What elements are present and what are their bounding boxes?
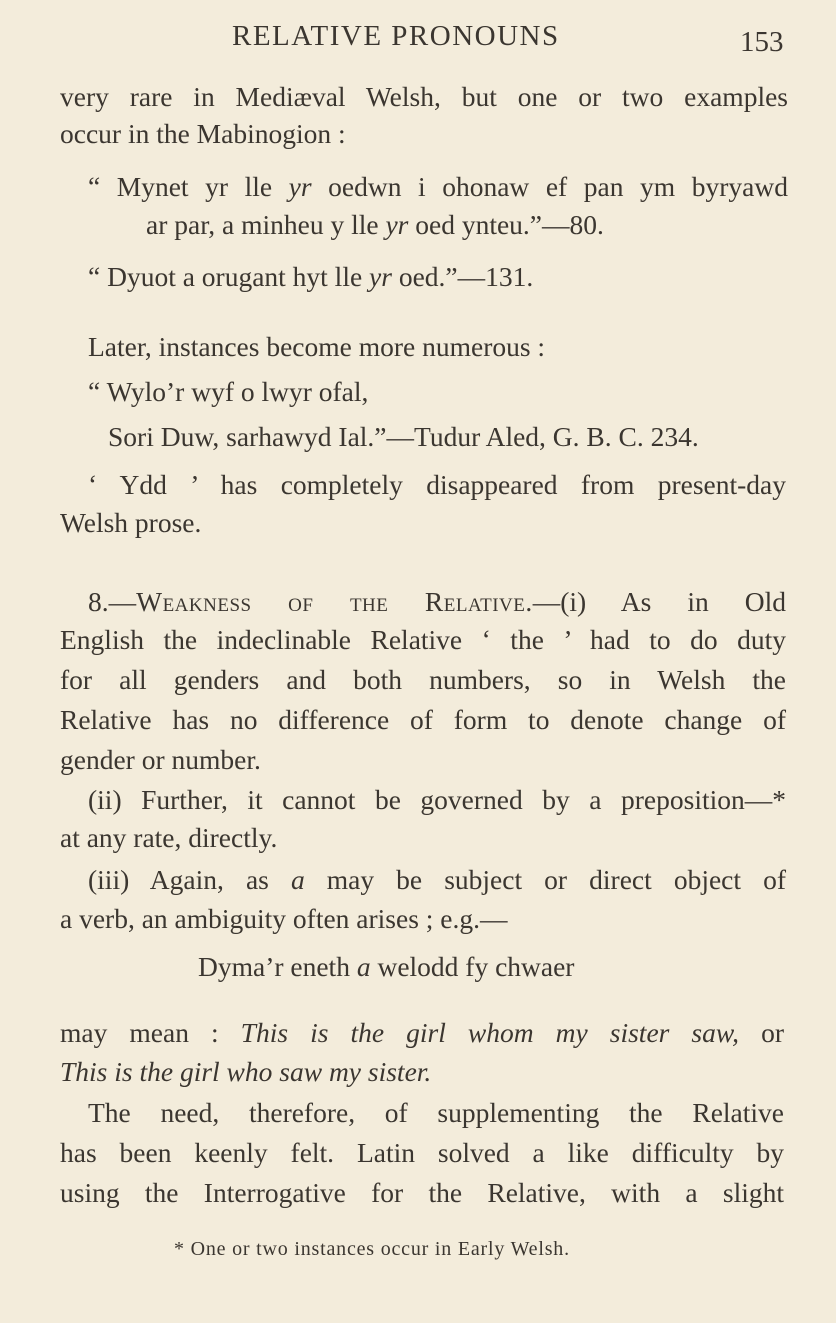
- verse-line: “ Wylo’r wyf o lwyr ofal,: [88, 376, 369, 407]
- running-title: RELATIVE PRONOUNS: [232, 20, 560, 52]
- page-header: [0, 18, 836, 58]
- text-line: may mean : This is the girl whom my sister saw, or: [60, 1017, 784, 1048]
- text-line: This is the girl who saw my sister.: [60, 1056, 432, 1087]
- section-heading-line: 8.—Weakness of the Relative.—(i) As in Old: [88, 586, 786, 617]
- footnote: * One or two instances occur in Early Welsh.: [174, 1238, 570, 1260]
- example-sentence: Dyma’r eneth a welodd fy chwaer: [198, 951, 575, 982]
- text-line: gender or number.: [60, 744, 261, 775]
- text-line: Later, instances become more numerous :: [88, 331, 546, 362]
- text-line: using the Interrogative for the Relative, with a slight: [60, 1177, 784, 1208]
- quote-line: “ Dyuot a orugant hyt lle yr oed.”—131.: [88, 261, 534, 292]
- text-line: a verb, an ambiguity often arises ; e.g.—: [60, 903, 508, 934]
- text-line: ‘ Ydd ’ has completely disappeared from present-day: [88, 469, 786, 500]
- text-line: has been keenly felt. Latin solved a like difficulty by: [60, 1137, 784, 1168]
- text-line: for all genders and both numbers, so in Welsh the: [60, 664, 786, 695]
- verse-line: Sori Duw, sarhawyd Ial.”—Tudur Aled, G. B. C. 234.: [108, 421, 699, 452]
- quote-line: “ Mynet yr lle yr oedwn i ohonaw ef pan ym byryawd: [88, 171, 788, 202]
- quote-line: ar par, a minheu y lle yr oed ynteu.”—80.: [146, 209, 604, 240]
- text-line: very rare in Mediæval Welsh, but one or two examples: [60, 81, 788, 112]
- section-heading: Weakness of the Relative.: [136, 586, 533, 617]
- text-line: Relative has no difference of form to denote change of: [60, 704, 786, 735]
- text-line: The need, therefore, of supplementing the Relative: [88, 1097, 784, 1128]
- text-line: occur in the Mabinogion :: [60, 118, 346, 149]
- text-line: Welsh prose.: [60, 507, 202, 538]
- text-line: (iii) Again, as a may be subject or direct object of: [88, 864, 786, 895]
- page-number: 153: [740, 26, 784, 58]
- text-line: English the indeclinable Relative ‘ the ’ had to do duty: [60, 624, 786, 655]
- text-line: (ii) Further, it cannot be governed by a preposition—*: [88, 784, 786, 815]
- text-line: at any rate, directly.: [60, 822, 278, 853]
